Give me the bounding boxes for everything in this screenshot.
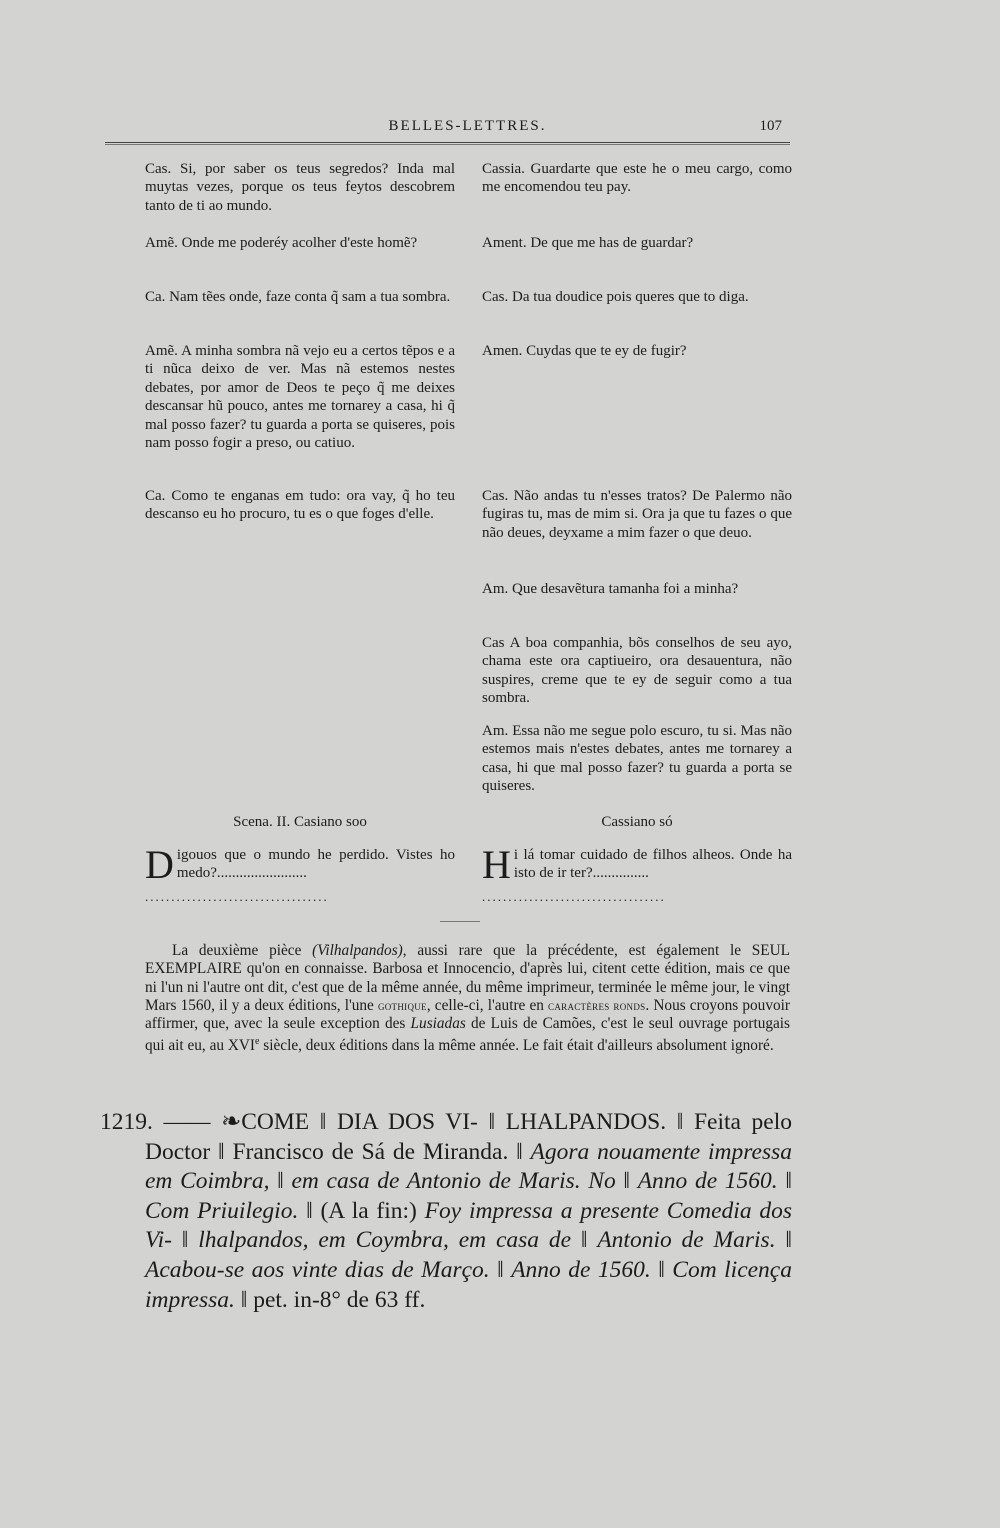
scene-heading: Scena. II. Casiano soo xyxy=(233,814,367,830)
entry-italic: Acabou-se aos vinte dias de Março. xyxy=(145,1256,490,1283)
paragraph-text: Cas. Si, por saber os teus segredos? Inda mal muytas vezes, porque os teus feytos descobrem tanto de ti ao mundo. xyxy=(145,161,455,214)
page-number: 107 xyxy=(759,118,782,134)
dialogue-paragraph xyxy=(145,288,455,306)
entry-text: ‖ xyxy=(650,1256,673,1283)
entry-text: ‖ pet. in-8° de 63 ff. xyxy=(234,1286,426,1313)
note-text: . Nous croyons pouvoir affirmer, que, avec la seule exception des xyxy=(145,996,790,1033)
entry-number: 1219. xyxy=(100,1109,153,1135)
entry-text: ‖ xyxy=(171,1227,199,1254)
entry-dash: —— xyxy=(152,1109,222,1135)
entry-italic: Com Priuilegio. xyxy=(145,1197,299,1224)
entry-italic: em casa de Antonio de Maris. No xyxy=(291,1168,616,1195)
dialogue-paragraph xyxy=(482,342,792,360)
dialogue-paragraph xyxy=(145,160,455,215)
note-text: de Luis de Camões, c'est le seul ouvrage portugais qui ait eu, au XVI xyxy=(145,1015,791,1055)
paragraph-text: Am. Que desavẽtura tamanha foi a minha? xyxy=(482,581,739,597)
section-rule xyxy=(440,921,480,922)
header-rule xyxy=(105,142,790,145)
paragraph-text: Cas A boa companhia, bõs conselhos de seu ayo, chama este ora captiueiro, ora desauentura, não suspires, creme que te ey de seguir como a tua sombra. xyxy=(482,635,792,707)
dialogue-paragraph xyxy=(482,722,792,796)
dialogue-paragraph xyxy=(145,234,455,252)
dialogue-paragraph xyxy=(482,234,792,252)
paragraph-text: Amen. Cuydas que te ey de fugir? xyxy=(482,343,687,359)
entry-text: ‖ xyxy=(615,1168,638,1195)
note-smallcaps: gothique xyxy=(377,997,427,1013)
catalogue-entry xyxy=(100,1108,792,1315)
note-italic: (Vilhalpandos) xyxy=(312,942,403,959)
dialogue-paragraph xyxy=(482,288,792,306)
bibliographic-note xyxy=(145,942,790,1056)
note-smallcaps: caractères ronds xyxy=(548,997,646,1013)
entry-text: ‖ xyxy=(777,1168,792,1195)
paragraph-text: Cas. Não andas tu n'esses tratos? De Palermo não fugiras tu, mas de mim si. Ora ja que tu fazes o que não deues, deyxame a mim fazer o que deuo. xyxy=(482,488,792,541)
scene-text xyxy=(145,842,455,887)
dialogue-paragraph xyxy=(482,160,792,197)
note-italic: Lusiadas xyxy=(410,1015,466,1033)
entry-italic: Anno de 1560. xyxy=(637,1168,778,1195)
paragraph-text: Cassia. Guardarte que este he o meu cargo, como me encomendou teu pay. xyxy=(482,161,792,196)
entry-italic: Agora nouamente impressa em Coimbra, xyxy=(145,1138,792,1195)
entry-italic: lhalpandos, em Coymbra, em casa de xyxy=(198,1227,572,1254)
scene-heading: Cassiano só xyxy=(601,814,673,830)
entry-italic: Com licença impressa. xyxy=(145,1256,792,1313)
note-text: , celle-ci, l'autre en xyxy=(426,996,549,1014)
paragraph-text: Ament. De que me has de guardar? xyxy=(482,235,694,251)
note-text: , aussi rare que la précédente, est également le xyxy=(402,942,752,959)
drop-capital: H xyxy=(482,842,511,887)
dialogue-paragraph xyxy=(145,342,455,452)
entry-italic: Foy impressa a presente Comedia dos Vi- xyxy=(145,1197,792,1254)
paragraph-text: Cas. Da tua doudice pois queres que to diga. xyxy=(482,289,749,305)
paragraph-text: Am. Essa não me segue polo escuro, tu si. Mas não estemos mais n'estes debates, antes me tornarey a casa, hi que mal posso fazer? tu guarda a porta se quiseres. xyxy=(482,723,792,795)
entry-text: ‖ xyxy=(571,1227,598,1254)
paragraph-text: Ca. Nam tẽes onde, faze conta q̃ sam a tua sombra. xyxy=(145,289,451,305)
scene-text xyxy=(482,842,792,887)
note-superscript: e xyxy=(255,1036,260,1048)
entry-text: ‖ xyxy=(775,1227,792,1254)
entry-text: ‖ xyxy=(489,1256,512,1283)
entry-text: COME ‖ DIA DOS VI- ‖ LHALPANDOS. ‖ Feita pelo Doctor ‖ Francisco de Sá de Miranda. ‖ xyxy=(145,1109,793,1165)
drop-capital: D xyxy=(145,842,174,887)
scene-text-body: i lá tomar cuidado de filhos alheos. Onde ha isto de ir ter?............... xyxy=(513,847,792,882)
entry-paragraph xyxy=(100,1108,792,1315)
dialogue-paragraph xyxy=(482,580,792,598)
fleuron-icon: ❧ xyxy=(221,1109,242,1135)
dialogue-paragraph xyxy=(145,487,455,524)
note-text: qu'on en connaisse. Barbosa et Innocencio, d'après lui, citent cette édition, mais ce que ni l'un ni l'autre ont dit, c'est que de la même année, du même imprimeur, terminée le même jour, le vingt Mars 1560, il y a deux éditions, l'une xyxy=(145,960,790,1014)
note-text: La deuxième pièce xyxy=(172,942,313,959)
dialogue-paragraph xyxy=(482,634,792,708)
note-caps: SEUL EXEMPLAIRE xyxy=(145,942,790,978)
dotted-line: ................................... xyxy=(145,889,329,904)
scene-text-body: igouos que o mundo he perdido. Vistes ho medo?........................ xyxy=(176,847,455,882)
paragraph-text: Amẽ. A minha sombra nã vejo eu a certos tẽpos e a ti nũca deixo de ver. Mas nã estemos nestes debates, por amor de Deos te peço q̃ me deixes descansar hũ pouco, antes me tornarey a casa, hi q̃ mal posso fazer? tu guarda a porta se quiseres, pois nam posso fogir a preso, ou catiuo. xyxy=(145,343,455,452)
running-title: BELLES-LETTRES. xyxy=(388,118,547,134)
entry-text: ‖ xyxy=(269,1168,292,1195)
paragraph-text: Amẽ. Onde me poderéy acolher d'este homẽ? xyxy=(145,235,418,251)
note-text: siècle, deux éditions dans la même année. Le fait était d'ailleurs absolument ignoré. xyxy=(259,1037,774,1055)
paragraph-text: Ca. Como te enganas em tudo: ora vay, q̃ ho teu descanso eu ho procuro, tu es o que foges d'elle. xyxy=(145,488,455,523)
dialogue-paragraph xyxy=(482,487,792,542)
note-paragraph xyxy=(145,942,790,1056)
entry-italic: Antonio de Maris. xyxy=(597,1227,776,1254)
running-head xyxy=(145,118,790,140)
dotted-line: ................................... xyxy=(482,889,666,904)
entry-text: ‖ (A la fin:) xyxy=(298,1197,425,1224)
entry-italic: Anno de 1560. xyxy=(511,1256,651,1283)
